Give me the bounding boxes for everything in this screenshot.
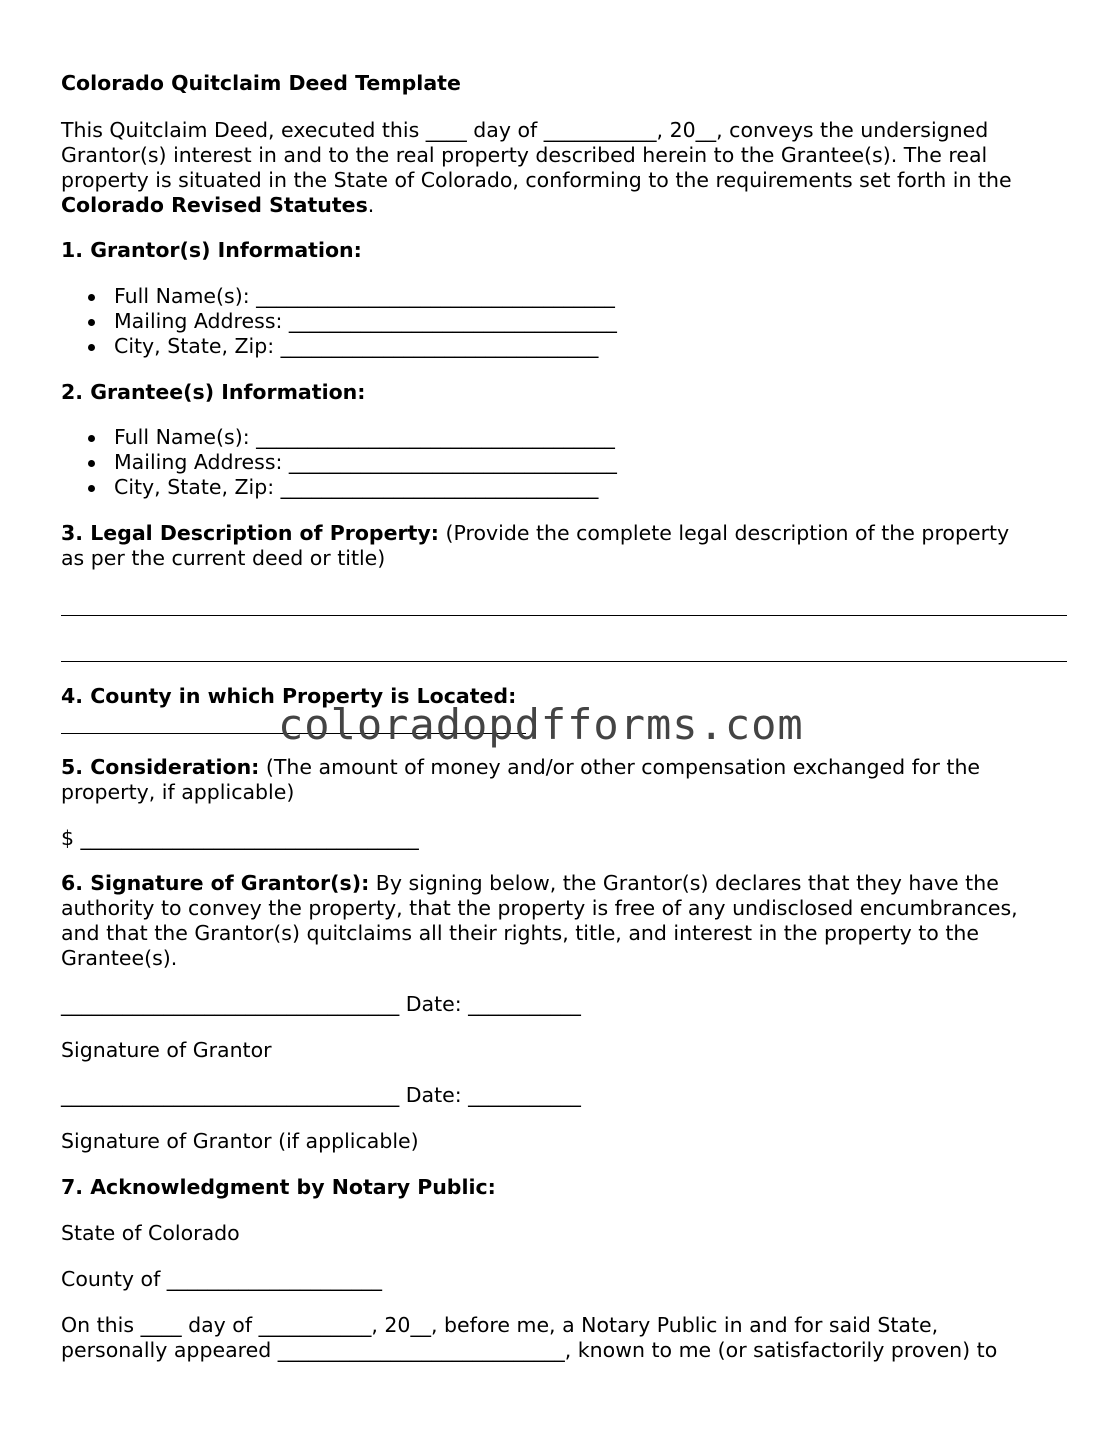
grantee-mailing-address-field[interactable]: Mailing Address: ________________________________ bbox=[88, 450, 617, 475]
notary-heading: 7. Acknowledgment by Notary Public: bbox=[61, 1175, 496, 1199]
legal-description-line-2[interactable] bbox=[61, 661, 1067, 662]
county-heading: 4. County in which Property is Located: bbox=[61, 684, 517, 708]
grantor-full-name-field[interactable]: Full Name(s): ___________________________________ bbox=[88, 284, 615, 309]
grantor-heading: 1. Grantor(s) Information: bbox=[61, 238, 362, 262]
signature-text-2: authority to convey the property, that the property is free of any undisclosed encumbrances, bbox=[61, 896, 1018, 920]
statutes-reference: Colorado Revised Statutes bbox=[61, 193, 368, 217]
document-title: Colorado Quitclaim Deed Template bbox=[61, 71, 461, 95]
grantor-mailing-address-field[interactable]: Mailing Address: ________________________________ bbox=[88, 309, 617, 334]
intro-line-4 bbox=[61, 193, 374, 218]
grantee-city-state-zip-field[interactable]: City, State, Zip: _______________________________ bbox=[88, 475, 598, 500]
grantor-signature-label-2: Signature of Grantor (if applicable) bbox=[61, 1129, 419, 1153]
consideration-heading: 5. Consideration: (The amount of money and/or other compensation exchanged for the bbox=[61, 755, 981, 779]
notary-text-2: personally appeared ____________________________, known to me (or satisfactorily proven) to bbox=[61, 1338, 998, 1362]
grantor-signature-line-2[interactable]: _________________________________ Date: ___________ bbox=[61, 1083, 581, 1107]
intro-line-2: Grantor(s) interest in and to the real property described herein to the Grantee(s). The real bbox=[61, 143, 988, 167]
grantor-signature-label-1: Signature of Grantor bbox=[61, 1038, 272, 1062]
grantor-city-state-zip-field[interactable]: City, State, Zip: _______________________________ bbox=[88, 334, 598, 359]
grantor-signature-line-1[interactable]: _________________________________ Date: ___________ bbox=[61, 992, 581, 1016]
grantee-full-name-field[interactable]: Full Name(s): ___________________________________ bbox=[88, 425, 615, 450]
legal-description-line-1[interactable] bbox=[61, 615, 1067, 616]
notary-state: State of Colorado bbox=[61, 1221, 240, 1245]
signature-text-4: Grantee(s). bbox=[61, 946, 178, 970]
watermark: coloradopdfforms.com bbox=[278, 700, 804, 749]
consideration-amount-field[interactable]: $ _________________________________ bbox=[61, 826, 419, 850]
intro-line-3: property is situated in the State of Colorado, conforming to the requirements set forth in the bbox=[61, 168, 1012, 192]
legal-description-heading: 3. Legal Description of Property: (Provide the complete legal description of the property bbox=[61, 521, 1010, 545]
legal-description-note: as per the current deed or title) bbox=[61, 546, 386, 570]
consideration-note: property, if applicable) bbox=[61, 780, 295, 804]
signature-text-3: and that the Grantor(s) quitclaims all their rights, title, and interest in the property to the bbox=[61, 921, 979, 945]
notary-text-1: On this ____ day of ___________, 20__, before me, a Notary Public in and for said State, bbox=[61, 1313, 939, 1337]
signature-heading: 6. Signature of Grantor(s): By signing below, the Grantor(s) declares that they have the bbox=[61, 871, 999, 895]
intro-line-1: This Quitclaim Deed, executed this ____ day of ___________, 20__, conveys the undersigned bbox=[61, 118, 989, 142]
grantee-heading: 2. Grantee(s) Information: bbox=[61, 380, 366, 404]
intro-period: . bbox=[367, 193, 375, 217]
notary-county-field[interactable]: County of _____________________ bbox=[61, 1267, 383, 1291]
